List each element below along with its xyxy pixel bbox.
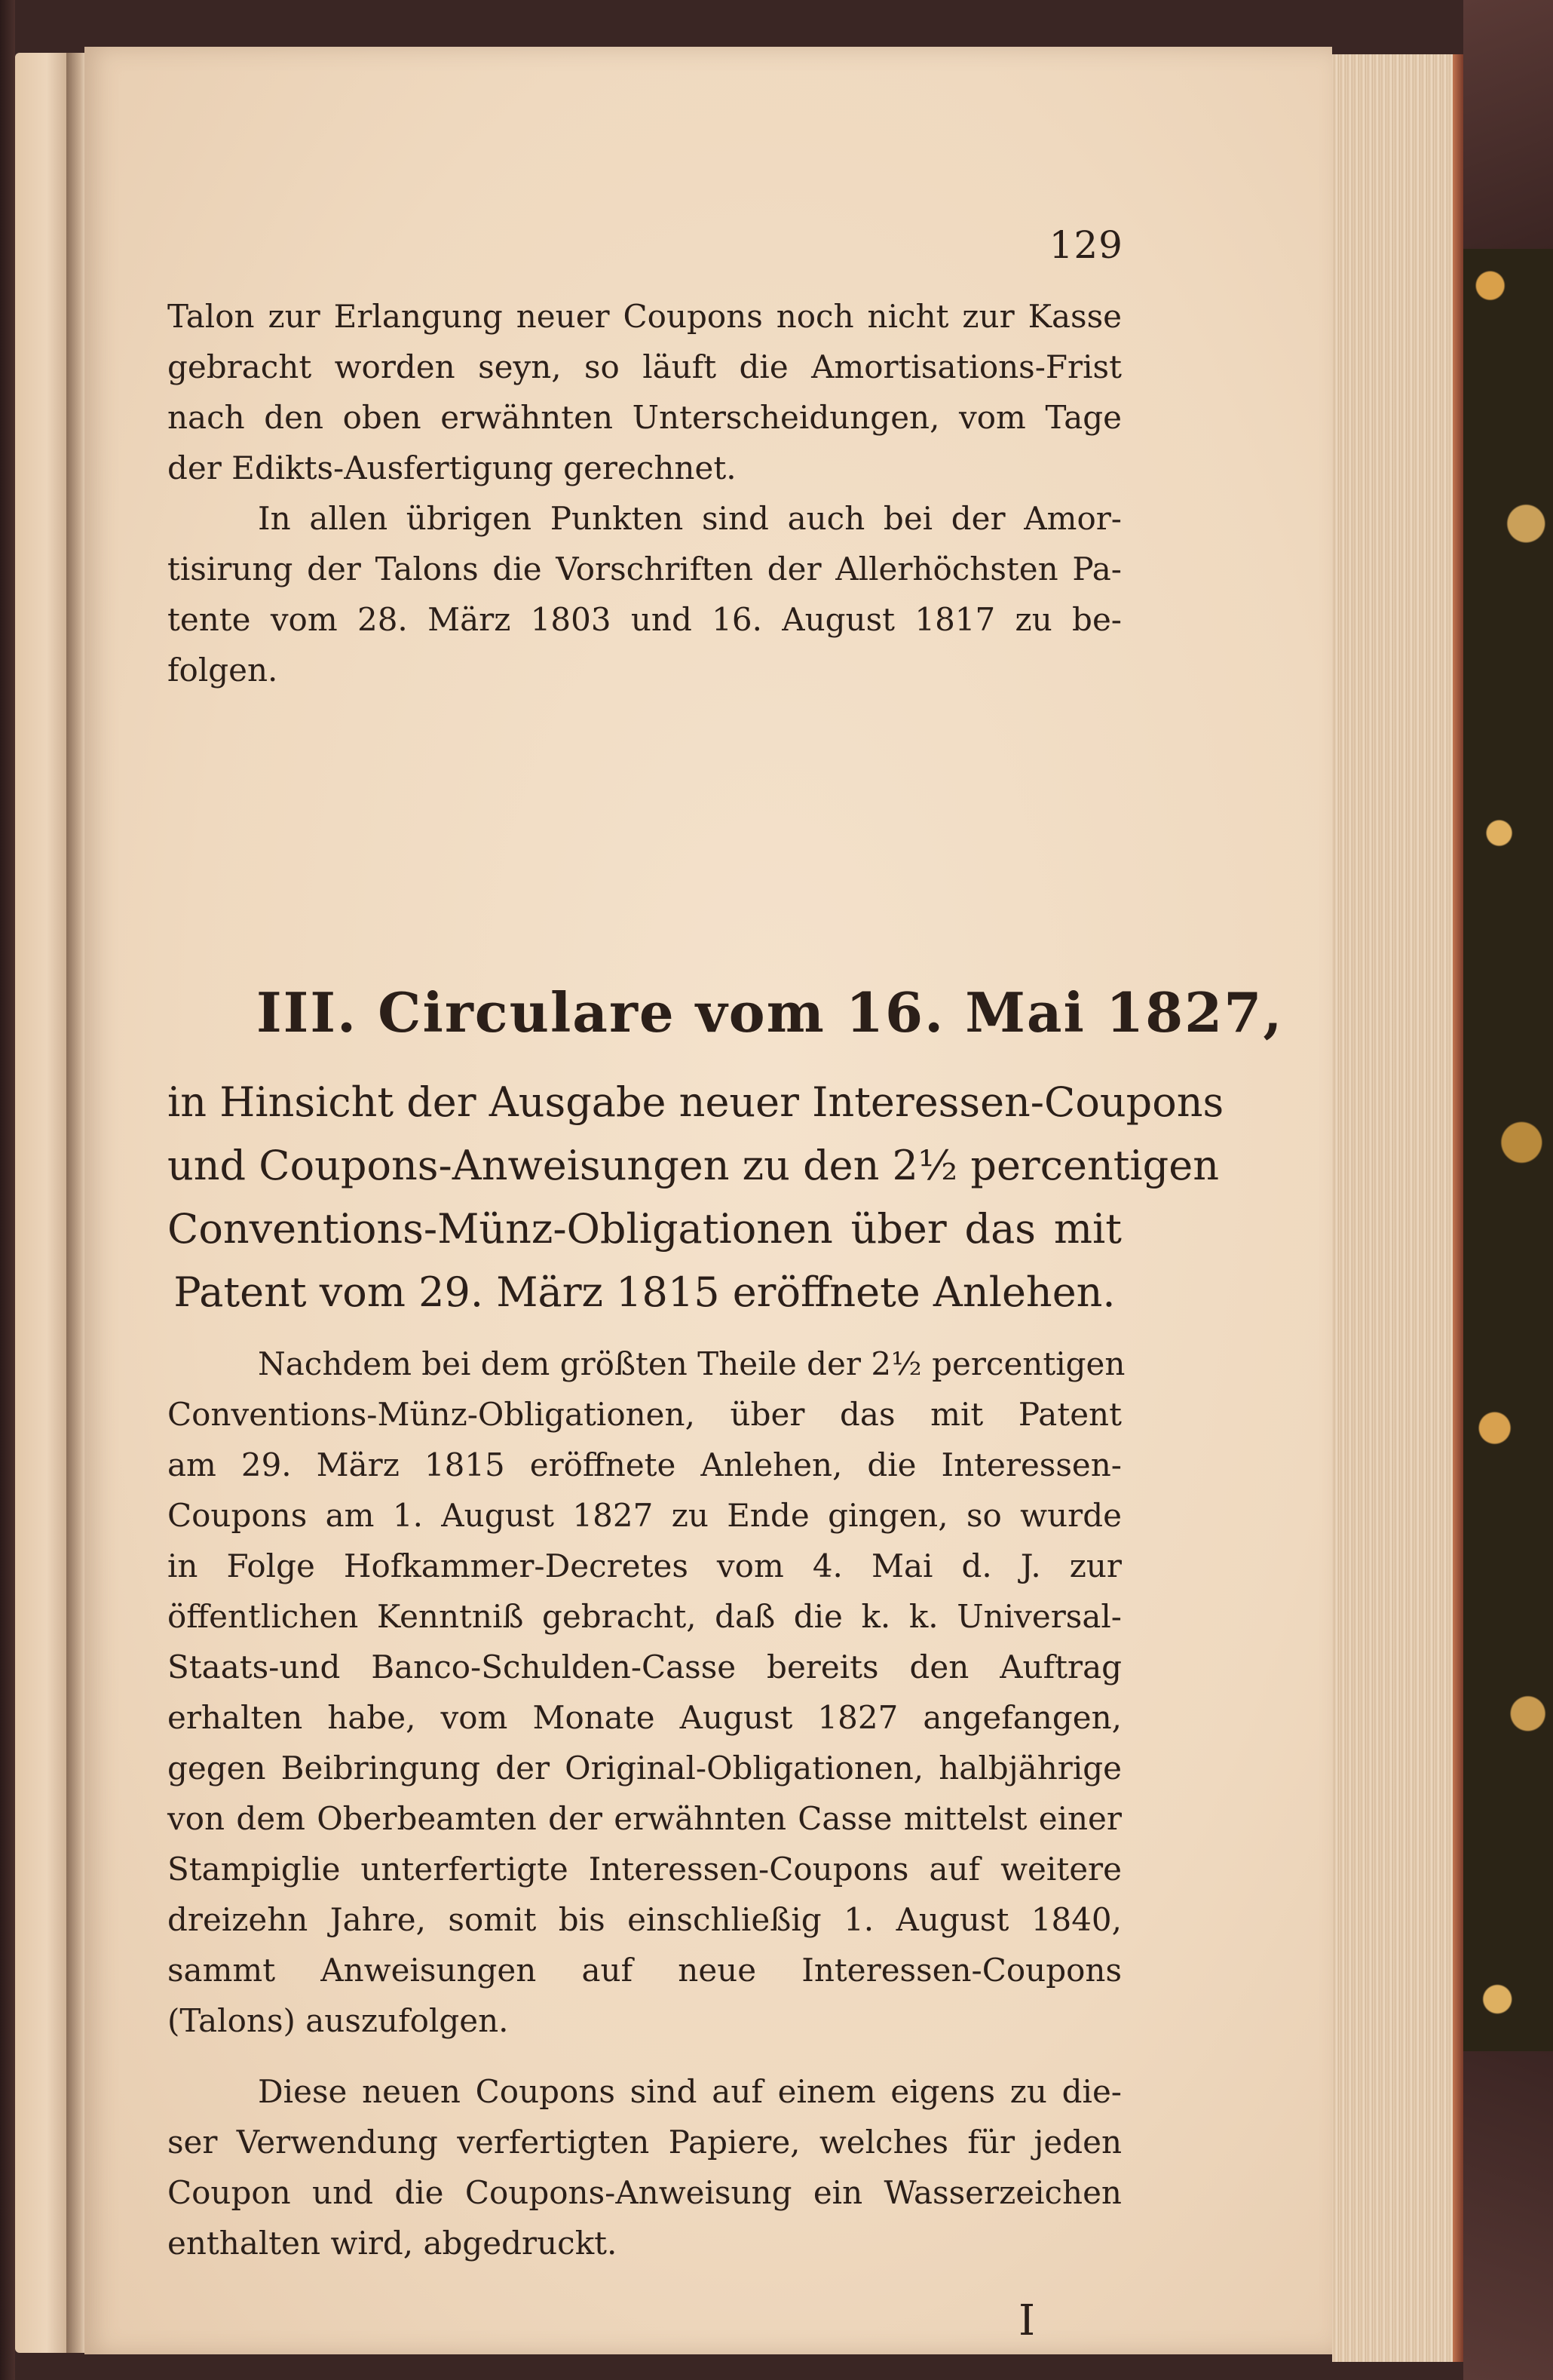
- text-line: In allen übrigen Punkten sind auch bei der Amor-: [258, 500, 1122, 537]
- paragraph-1: [167, 291, 1122, 493]
- subheading-line: Conventions-Münz-Obligationen über das mit: [167, 1205, 1122, 1253]
- text-line: dreizehn Jahre, somit bis einschließig 1. August 1840,: [167, 1901, 1122, 1938]
- text-line: Coupons am 1. August 1827 zu Ende gingen, so wurde: [167, 1497, 1122, 1534]
- paragraph-4: [167, 2066, 1122, 2268]
- text-line: Coupon und die Coupons-Anweisung ein Wasserzeichen: [167, 2174, 1122, 2211]
- previous-page-edge: [15, 53, 68, 2353]
- text-line: in Folge Hofkammer-Decretes vom 4. Mai d. J. zur: [167, 1547, 1122, 1584]
- binding-left: [0, 0, 15, 2380]
- paragraph-3: [167, 1339, 1126, 2046]
- cover-corner-bottom: [1463, 2051, 1553, 2380]
- marbled-cover: [1463, 0, 1553, 2380]
- text-line: Nachdem bei dem größten Theile der 2½ percentigen: [258, 1345, 1126, 1382]
- subheading-line: und Coupons-Anweisungen zu den 2½ percentigen: [167, 1142, 1219, 1189]
- text-line: (Talons) auszufolgen.: [167, 2002, 509, 2039]
- text-line: der Edikts-Ausfertigung gerechnet.: [167, 449, 737, 486]
- text-line: erhalten habe, vom Monate August 1827 angefangen,: [167, 1699, 1122, 1736]
- text-line: Diese neuen Coupons sind auf einem eigens zu die-: [258, 2073, 1122, 2110]
- text-line: tente vom 28. März 1803 und 16. August 1817 zu be-: [167, 601, 1122, 638]
- paragraph-2: [167, 493, 1122, 695]
- cover-corner-top: [1463, 0, 1553, 249]
- text-line: Stampiglie unterfertigte Interessen-Coupons auf weitere: [167, 1851, 1122, 1888]
- text-line: Conventions-Münz-Obligationen, über das mit Patent: [167, 1396, 1122, 1433]
- section-heading: III. Circulare vom 16. Mai 1827,: [256, 980, 1284, 1044]
- text-line: von dem Oberbeamten der erwähnten Casse mittelst einer: [167, 1800, 1122, 1837]
- text-line: gebracht worden seyn, so läuft die Amortisations-Frist: [167, 348, 1122, 385]
- text-line: am 29. März 1815 eröffnete Anlehen, die Interessen-: [167, 1446, 1122, 1483]
- page-number: 129: [1049, 223, 1123, 267]
- section-subheading: [167, 1071, 1224, 1324]
- page-edge-shade: [1453, 54, 1463, 2362]
- text-line: enthalten wird, abgedruckt.: [167, 2225, 617, 2262]
- page-edges: [1332, 54, 1456, 2362]
- text-line: Talon zur Erlangung neuer Coupons noch nicht zur Kasse: [167, 298, 1122, 335]
- signature-mark: I: [1018, 2296, 1036, 2345]
- text-line: folgen.: [167, 652, 278, 689]
- subheading-line: Patent vom 29. März 1815 eröffnete Anlehen.: [173, 1268, 1116, 1316]
- text-line: ser Verwendung verfertigten Papiere, welches für jeden: [167, 2124, 1122, 2161]
- text-line: öffentlichen Kenntniß gebracht, daß die k. k. Universal-: [167, 1598, 1122, 1635]
- text-line: Staats-und Banco-Schulden-Casse bereits den Auftrag: [167, 1649, 1122, 1685]
- text-line: tisirung der Talons die Vorschriften der Allerhöchsten Pa-: [167, 551, 1122, 587]
- text-line: sammt Anweisungen auf neue Interessen-Coupons: [167, 1952, 1122, 1989]
- text-line: gegen Beibringung der Original-Obligationen, halbjährige: [167, 1750, 1122, 1787]
- page-gutter: [66, 53, 86, 2353]
- text-line: nach den oben erwähnten Unterscheidungen, vom Tage: [167, 399, 1122, 436]
- subheading-line: in Hinsicht der Ausgabe neuer Interessen-Coupons: [167, 1078, 1224, 1126]
